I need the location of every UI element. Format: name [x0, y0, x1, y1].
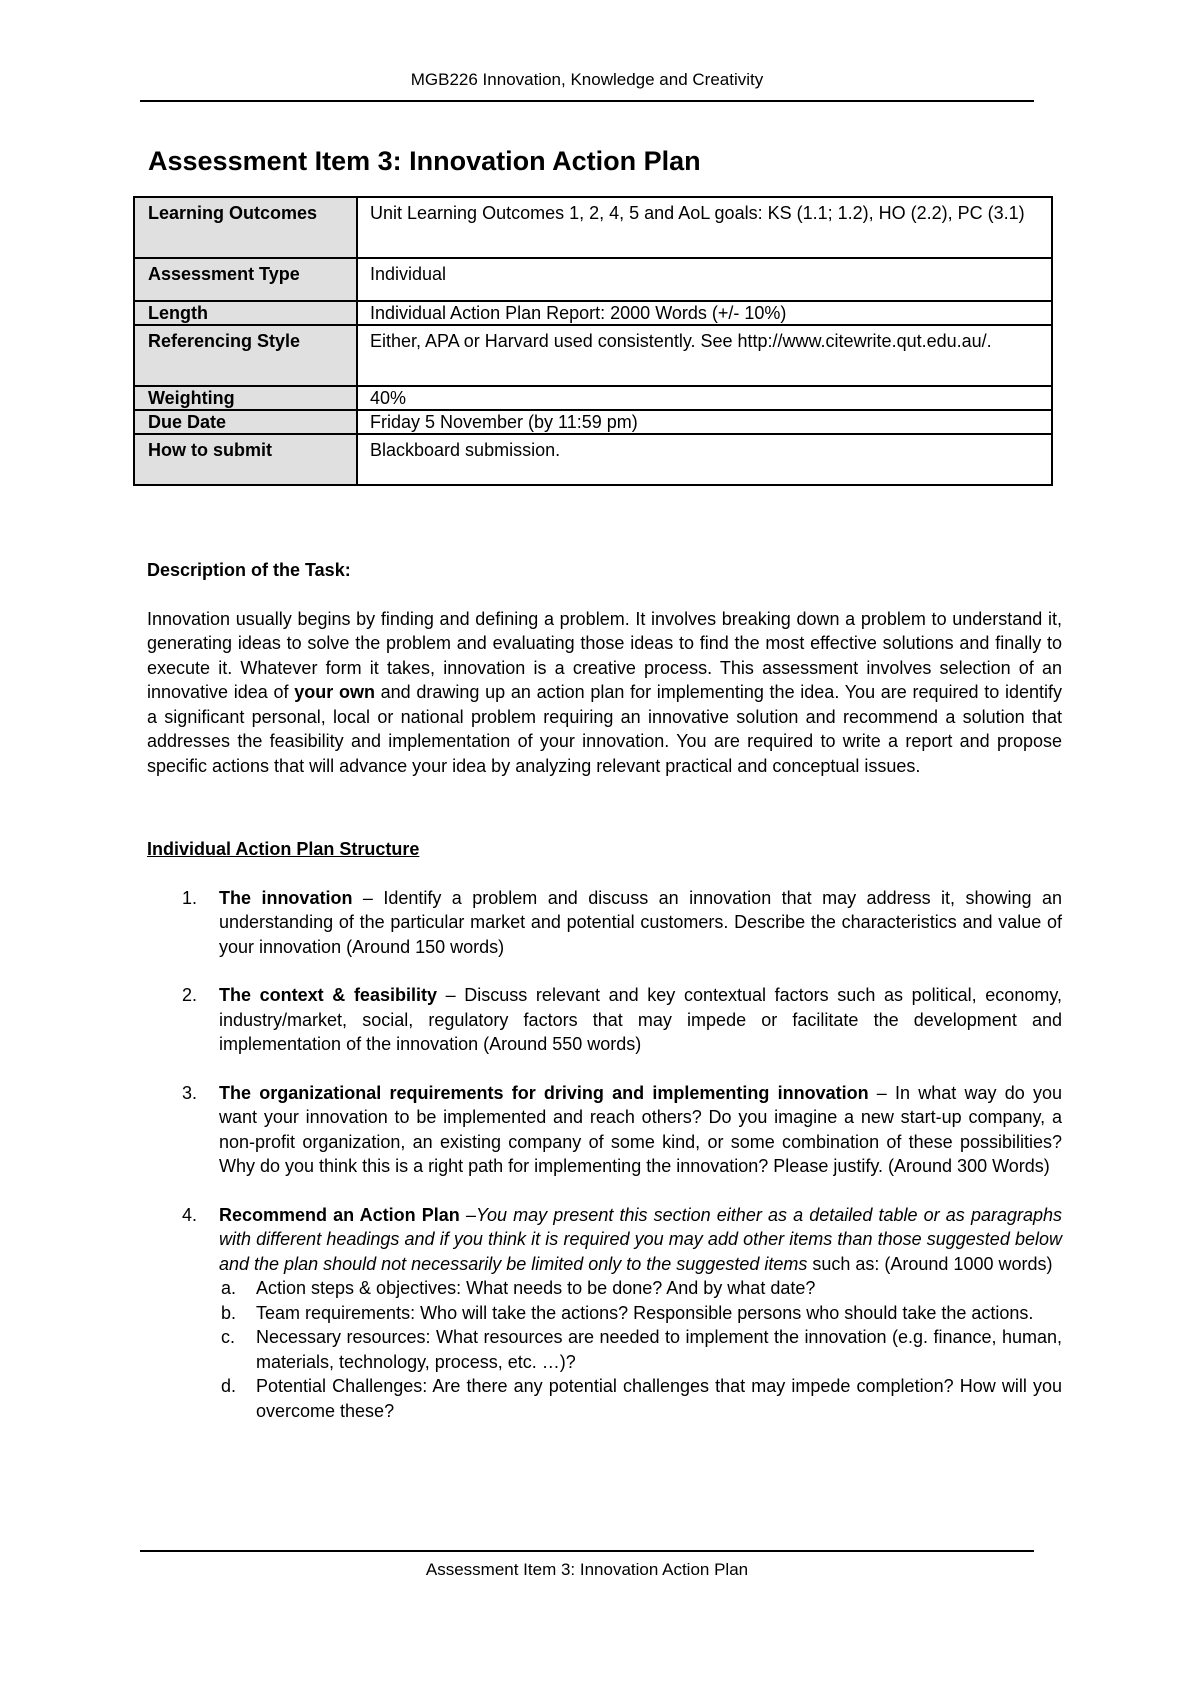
row-value: Blackboard submission.: [357, 434, 1052, 485]
table-row: [134, 325, 1052, 386]
row-value: Friday 5 November (by 11:59 pm): [357, 410, 1052, 434]
sub-item-text: Team requirements: Who will take the actions? Responsible persons who should take the actions.: [256, 1302, 1034, 1323]
sub-list-item: [219, 1374, 1062, 1423]
table-row: [134, 410, 1052, 434]
document-title: Assessment Item 3: Innovation Action Plan: [148, 146, 701, 176]
header-rule: [140, 100, 1034, 102]
assessment-info-table: [133, 196, 1053, 486]
sub-item-text: Potential Challenges: Are there any potential challenges that may impede completion? How will you overcome these?: [256, 1376, 1062, 1421]
structure-heading: Individual Action Plan Structure: [147, 839, 420, 859]
table-row: [134, 197, 1052, 258]
row-label: Weighting: [134, 386, 357, 410]
footer-rule: [140, 1550, 1034, 1552]
page-header: MGB226 Innovation, Knowledge and Creativity: [410, 70, 764, 89]
row-label: Learning Outcomes: [134, 197, 357, 258]
item-text: such as: (Around 1000 words): [807, 1253, 1053, 1274]
row-label: Length: [134, 301, 357, 325]
sub-list-item: [219, 1325, 1062, 1374]
item-number: 2.: [182, 985, 198, 1005]
action-plan-structure-section: [147, 837, 1062, 1447]
page-footer: Assessment Item 3: Innovation Action Plan: [425, 1560, 749, 1579]
table-row: [134, 258, 1052, 301]
list-item: [147, 1203, 1062, 1424]
sub-list-item: [219, 1276, 1062, 1301]
item-title: The context & feasibility: [219, 985, 437, 1005]
item-text: – In what way do you want your innovation to be implemented and reach others? Do you imagine a new start-up company, a non-profit organization, an existing company of some kind, or some combination of these possibilities? Why do you think this is a right path for implementing the innovation? Please justify. (Around 300 Words): [219, 1082, 1063, 1176]
item-title: The organizational requirements for driving and implementing innovation: [219, 1082, 869, 1103]
item-number: 1.: [182, 887, 198, 908]
list-item: [147, 886, 1062, 960]
row-label: Referencing Style: [134, 325, 357, 386]
row-value: Individual: [357, 258, 1052, 301]
sub-item-letter: d.: [221, 1376, 237, 1396]
item-text: – Identify a problem and discuss an innovation that may address it, showing an understanding of the particular market and potential customers. Describe the characteristics and value of your innovation (Around 150 words): [219, 887, 1062, 957]
row-value: Either, APA or Harvard used consistently. See http://www.citewrite.qut.edu.au/.: [357, 325, 1052, 386]
item-italic-text: –You may present this section either as a detailed table or as paragraphs with different headings and if you think it is required you may add other items than those suggested below and the plan should not necessarily be limited only to the suggested items: [219, 1204, 1063, 1274]
table-row: [134, 386, 1052, 410]
item-title: The innovation: [219, 887, 353, 908]
description-paragraph: [147, 607, 1062, 779]
task-description-section: [147, 558, 1062, 778]
sub-item-letter: a.: [221, 1278, 237, 1298]
sub-item-text: Necessary resources: What resources are needed to implement the innovation (e.g. finance, human, materials, technology, process, etc. …)?: [256, 1327, 1062, 1372]
sub-item-letter: c.: [221, 1327, 236, 1347]
sub-list-item: [219, 1301, 1062, 1326]
description-text: Innovation usually begins by finding and defining a problem. It involves breaking down a problem to understand it, generating ideas to solve the problem and evaluating those ideas to find the most effective solutions and finally to execute it. Whatever form it takes, innovation is a creative process. This assessment involves selection of an innovative idea of: [147, 608, 1062, 702]
row-value: Unit Learning Outcomes 1, 2, 4, 5 and AoL goals: KS (1.1; 1.2), HO (2.2), PC (3.1): [357, 197, 1052, 258]
sub-item-letter: b.: [221, 1302, 237, 1323]
row-value: 40%: [357, 386, 1052, 410]
item-text: – Discuss relevant and key contextual factors such as political, economy, industry/market, social, regulatory factors that may impede or facilitate the development and implementation of the innovation (Around 550 words): [219, 985, 1063, 1054]
table-row: [134, 434, 1052, 485]
list-item: [147, 983, 1062, 1057]
description-emphasis: your own: [294, 682, 375, 702]
description-heading: Description of the Task:: [147, 560, 351, 580]
item-number: 3.: [182, 1082, 198, 1103]
structure-list: [147, 886, 1062, 1424]
row-label: Due Date: [134, 410, 357, 434]
table-row: [134, 301, 1052, 325]
list-item: [147, 1081, 1062, 1179]
item-number: 4.: [182, 1204, 198, 1225]
item-title: Recommend an Action Plan: [219, 1204, 460, 1225]
sub-item-text: Action steps & objectives: What needs to be done? And by what date?: [256, 1278, 816, 1298]
row-value: Individual Action Plan Report: 2000 Words (+/- 10%): [357, 301, 1052, 325]
description-text: and drawing up an action plan for implementing the idea. You are required to identify a significant personal, local or national problem requiring an innovative solution and recommend a solution that addresses the feasibility and implementation of your innovation. You are required to write a report and propose specific actions that will advance your idea by analyzing relevant practical and conceptual issues.: [147, 682, 1063, 776]
action-plan-sub-list: [219, 1276, 1062, 1423]
row-label: How to submit: [134, 434, 357, 485]
row-label: Assessment Type: [134, 258, 357, 301]
